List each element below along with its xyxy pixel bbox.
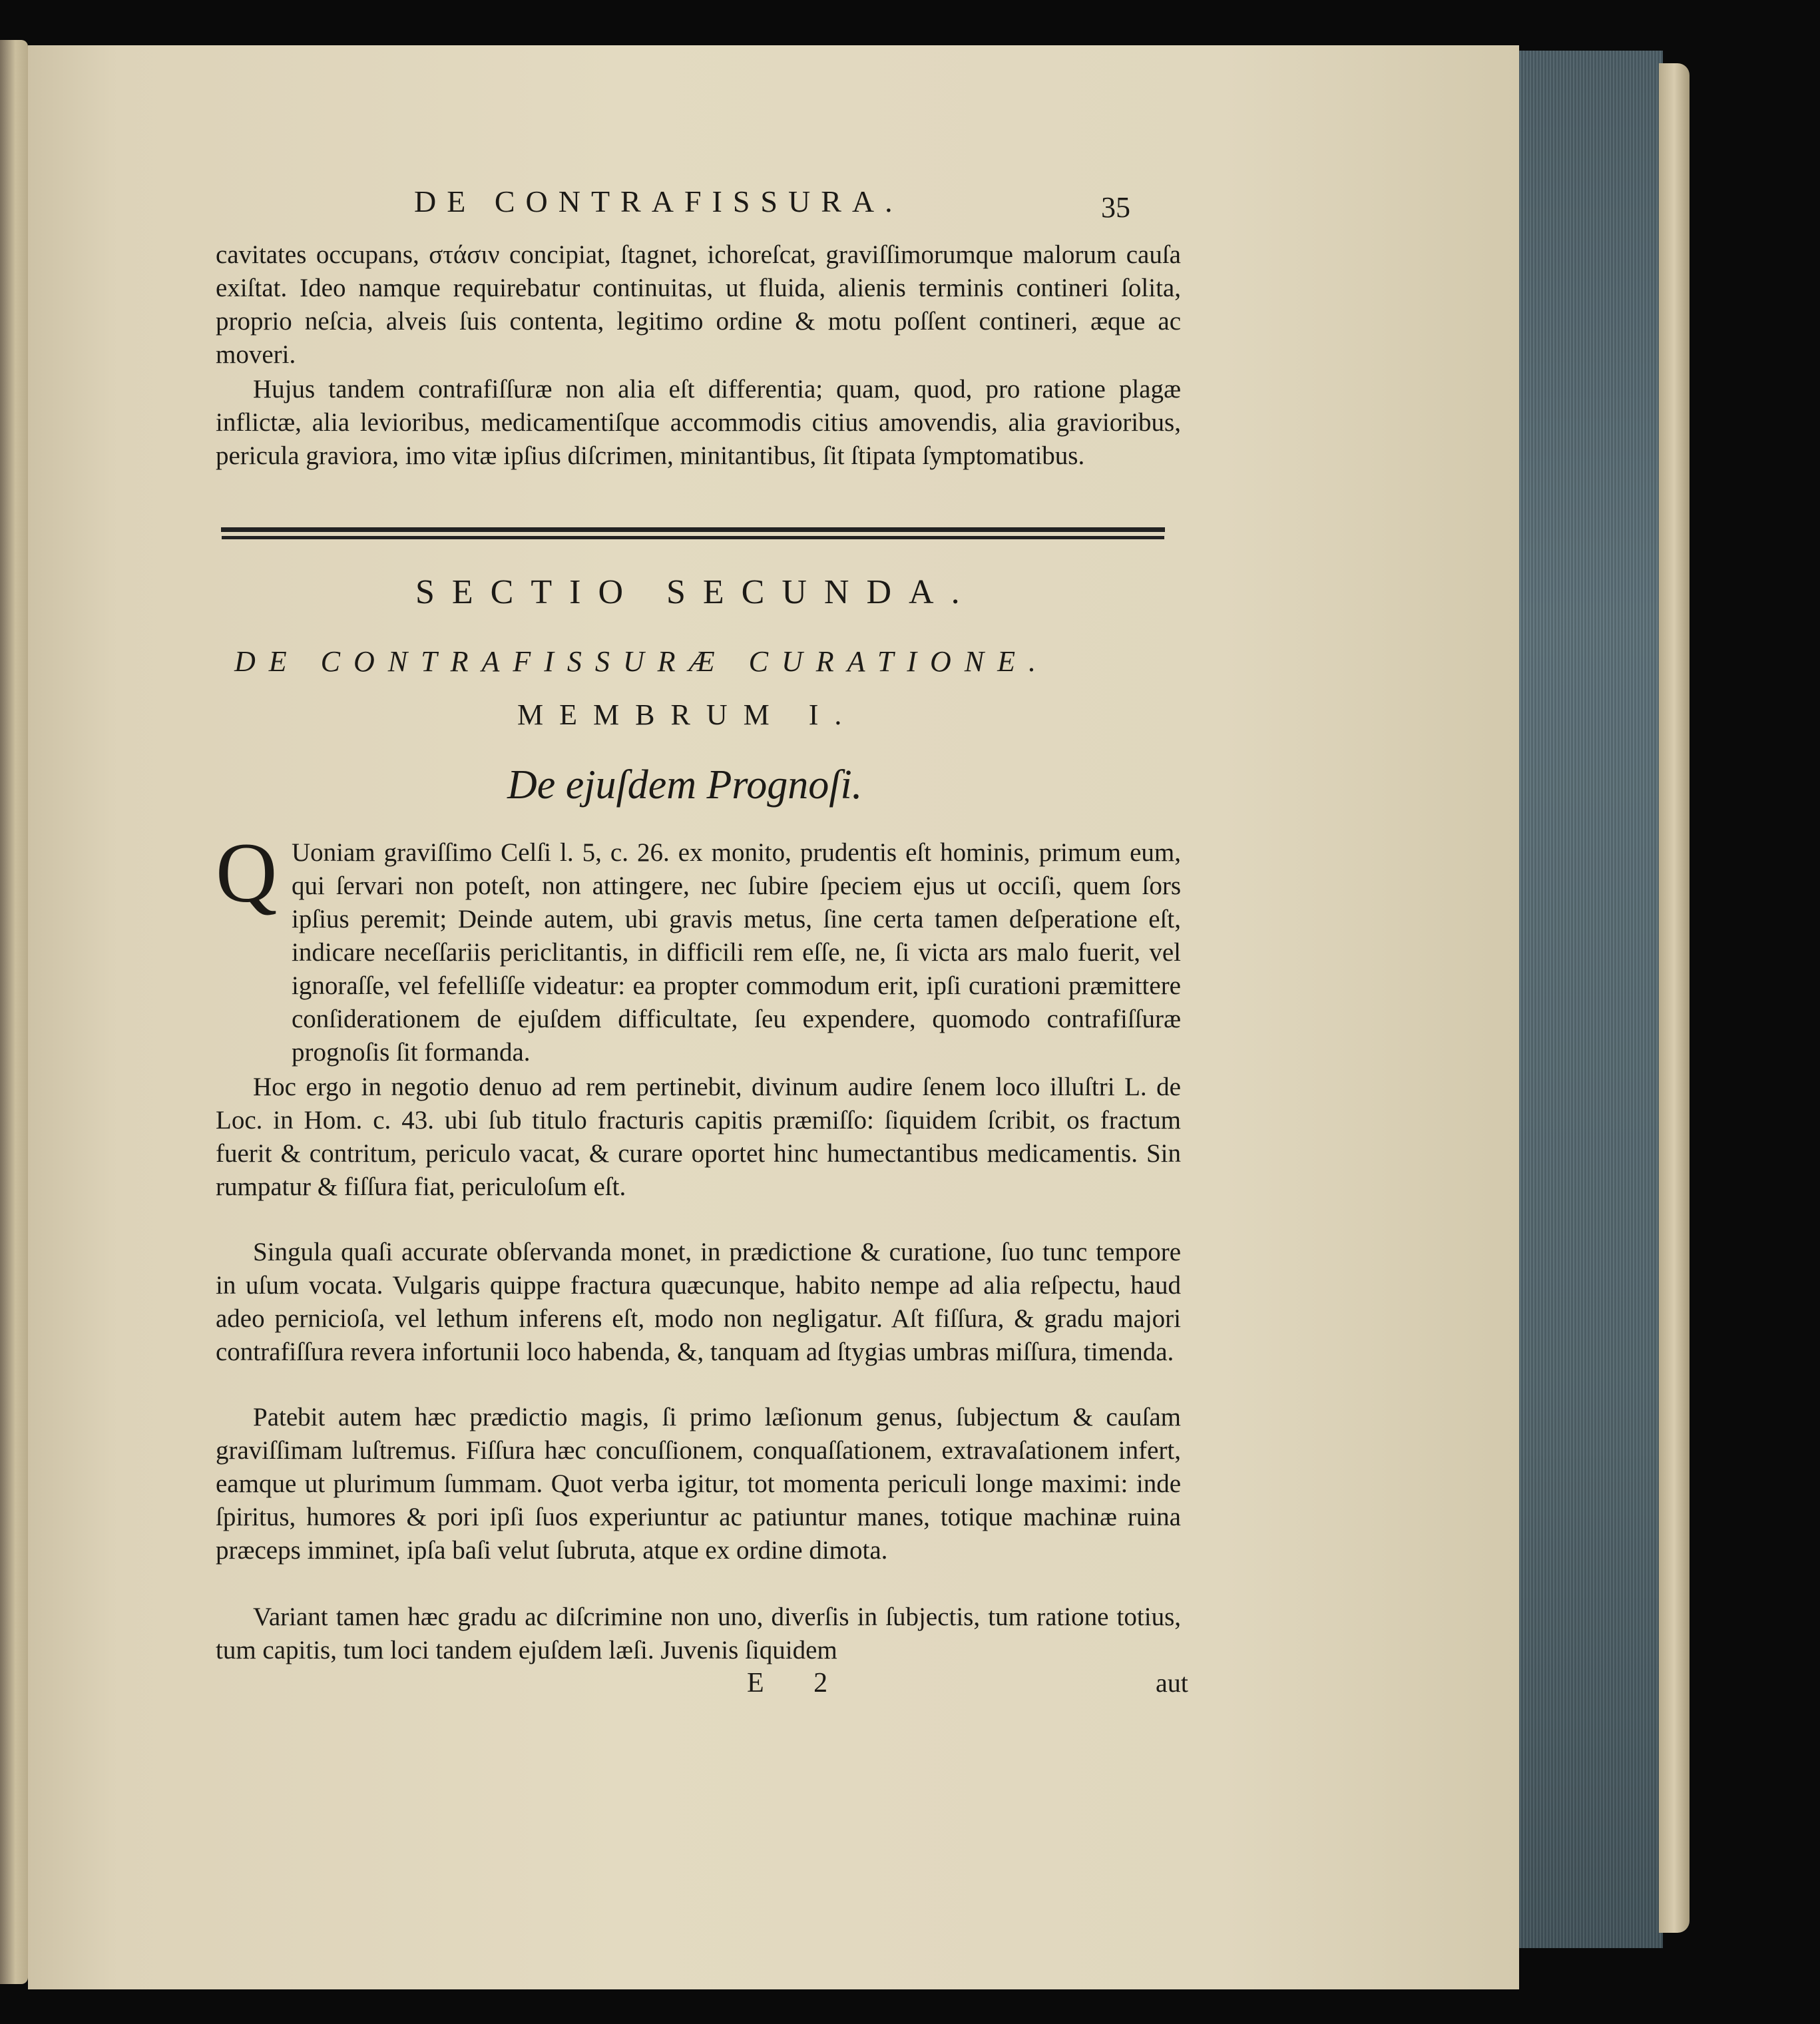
- paragraph-top-1: cavitates occupans, στάσιν concipiat, ſtagnet, ichoreſcat, graviſſimorumque malorum cauſa exiſtat. Ideo namque requirebatur continuitas, ut fluida, alienis terminis contineri ſolita, proprio neſcia, alveis ſuis contenta, legitimo ordine & motu poſſent contineri, æque ac moveri.: [216, 240, 1181, 369]
- signature-mark: E 2: [747, 1668, 849, 1698]
- page-number: 35: [1101, 191, 1130, 224]
- running-head: DE CONTRAFISSURA.: [414, 184, 903, 218]
- facing-page-edge: [0, 40, 28, 1984]
- section-title: SECTIO SECUNDA.: [415, 573, 977, 611]
- paragraph-top-2: Hujus tandem contrafiſſuræ non alia eſt differentia; quam, quod, pro ratione plagæ inflictæ, alia levioribus, medicamentiſque accommodis citius amovendis, alia gravioribus, pericula graviora, imo vitæ ipſius diſcrimen, minitantibus, ſit ſtipata ſymptomatibus.: [216, 375, 1181, 470]
- book-cover-edge: [1659, 63, 1690, 1933]
- paragraph-body-3: Singula quaſi accurate obſervanda monet, in prædictione & curatione, ſuo tunc tempore in uſum vocata. Vulgaris quippe fractura quæcunque, habito nempe ad alia reſpectu, haud adeo pernicioſa, vel lethum inferens eſt, modo non negligatur. Aſt fiſſura, & gradu majori contrafiſſura revera infortunii loco habenda, &, tanquam ad ſtygias umbras miſſura, timenda.: [216, 1238, 1181, 1366]
- section-subtitle: DE CONTRAFISSURÆ CURATIONE.: [234, 645, 1050, 678]
- membrum-heading: MEMBRUM I.: [517, 698, 858, 731]
- book-page-block: [1506, 51, 1663, 1948]
- paragraph-body-4: Patebit autem hæc prædictio magis, ſi primo læſionum genus, ſubjectum & cauſam graviſſimam luſtremus. Fiſſura hæc concuſſionem, conquaſſationem, extravaſationem infert, eamque ut plurimum ſummam. Quot verba igitur, tot momenta periculi longe maximi: inde ſpiritus, humores & pori ipſi ſuos experiuntur ac patiuntur manes, totique machinæ ruina præceps imminet, ipſa baſi velut ſubruta, atque ex ordine dimota.: [216, 1403, 1181, 1565]
- book-page: [28, 45, 1519, 1989]
- section-divider-rule: [221, 527, 1165, 532]
- paragraph-body-2: Hoc ergo in negotio denuo ad rem pertinebit, divinum audire ſenem loco illuſtri L. de Loc. in Hom. c. 43. ubi ſub titulo fracturis capitis præmiſſo: ſiquidem ſcribit, os fractum fuerit & contritum, periculo vacat, & curare oportet hinc humectantibus medicamentis. Sin rumpatur & fiſſura fiat, periculoſum eſt.: [216, 1073, 1181, 1201]
- paragraph-body-1: Uoniam graviſſimo Celſi l. 5, c. 26. ex monito, prudentis eſt hominis, primum eum, qui ſervari non poteſt, non attingere, nec ſubire ſpeciem ejus ut occiſi, quem ſors ipſius peremit; Deinde autem, ubi gravis metus, ſine certa tamen deſperatione eſt, indicare neceſſariis periclitantis, in difficili rem eſſe, ne, ſi victa ars malo fuerit, vel ignoraſſe, vel fefelliſſe videatur: ea propter commodum erit, ipſi curationi præmittere conſiderationem de ejuſdem difficultate, ſeu expendere, quomodo contrafiſſuræ prognoſis ſit formanda.: [292, 838, 1181, 1067]
- paragraph-body-5: Variant tamen hæc gradu ac diſcrimine non uno, diverſis in ſubjectis, tum ratione totius, tum capitis, tum loci tandem ejuſdem læſi. Juvenis ſiquidem: [216, 1603, 1181, 1664]
- drop-cap: Q: [216, 826, 278, 920]
- catchword: aut: [1156, 1668, 1188, 1698]
- chapter-title: De ejuſdem Prognoſi.: [507, 762, 863, 808]
